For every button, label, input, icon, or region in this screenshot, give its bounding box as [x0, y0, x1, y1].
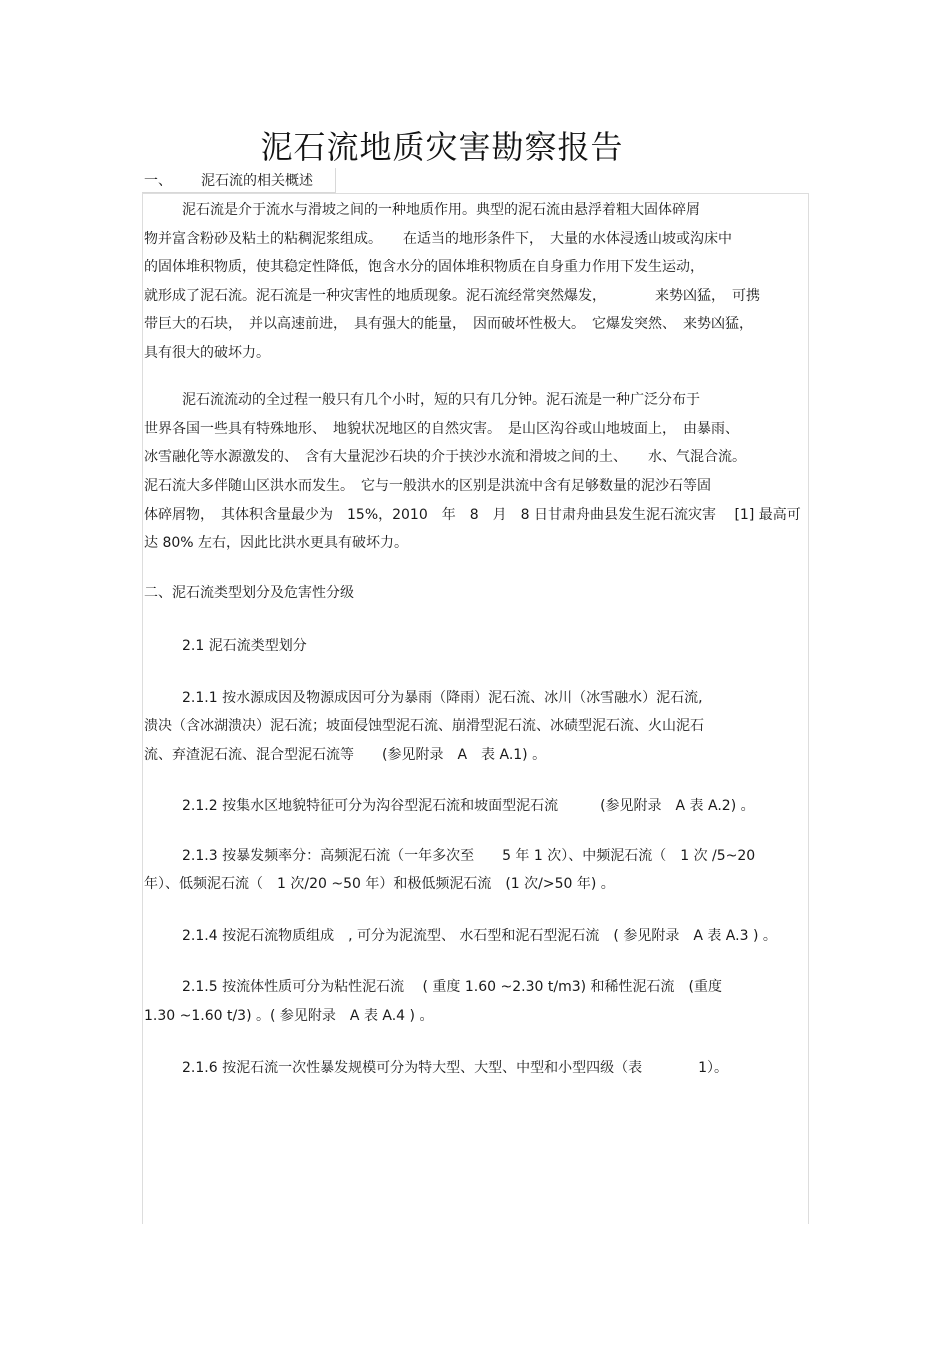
para-1-line: 的固体堆积物质，使其稳定性降低，饱含水分的固体堆积物质在自身重力作用下发生运动， [144, 259, 704, 275]
para-2-line: 世界各国一些具有特殊地形、 地貌状况地区的自然灾害。 是山区沟谷或山地坡面上， 由暴雨、 [144, 421, 739, 437]
para-1-line: 带巨大的石块， 并以高速前进， 具有强大的能量， 因而破坏性极大。 它爆发突然、 来势凶猛， [144, 316, 753, 332]
item-2-1-1-line: 2.1.1 按水源成因及物源成因可分为暴雨（降雨）泥石流、冰川（冰雪融水）泥石流, [182, 690, 703, 706]
para-2-line: 泥石流大多伴随山区洪水而发生。 它与一般洪水的区别是洪流中含有足够数量的泥沙石等固 [144, 478, 711, 494]
para-1-line: 就形成了泥石流。泥石流是一种灾害性的地质现象。泥石流经常突然爆发， 来势凶猛， 可携 [144, 288, 760, 304]
item-2-1-1-line: 溃决（含冰湖溃决）泥石流；坡面侵蚀型泥石流、崩滑型泥石流、冰碛型泥石流、火山泥石 [144, 718, 704, 734]
item-2-1-5-line: 2.1.5 按流体性质可分为粘性泥石流 ( 重度 1.60 ~2.30 t/m3) 和稀性泥石流 (重度 [182, 979, 722, 995]
para-1-line: 物并富含粉砂及粘土的粘稠泥浆组成。 在适当的地形条件下， 大量的水体浸透山坡或沟床中 [144, 231, 732, 247]
item-2-1-3-line: 2.1.3 按暴发频率分：高频泥石流（一年多次至 5 年 1 次）、中频泥石流（ 1 次 /5~20 [182, 848, 756, 864]
para-1-line: 泥石流是介于流水与滑坡之间的一种地质作用。典型的泥石流由悬浮着粗大固体碎屑 [182, 202, 700, 218]
para-2-line: 体碎屑物， 其体积含量最少为 15%，2010 年 8 月 8 日甘肃舟曲县发生泥石流灾害 [1] 最高可 [144, 507, 801, 523]
para-2-line: 冰雪融化等水源激发的、 含有大量泥沙石块的介于挟沙水流和滑坡之间的土、 水、气混合流。 [144, 449, 746, 465]
para-2-line: 达 80% 左右，因此比洪水更具有破坏力。 [144, 535, 409, 551]
item-2-1-2: 2.1.2 按集水区地貌特征可分为沟谷型泥石流和坡面型泥石流 (参见附录 A 表 A.2) 。 [182, 798, 755, 814]
section-2-heading: 二、泥石流类型划分及危害性分级 [144, 585, 354, 601]
subsection-2-1-heading: 2.1 泥石流类型划分 [182, 638, 307, 654]
item-2-1-1-line: 流、弃渣泥石流、混合型泥石流等 (参见附录 A 表 A.1) 。 [144, 747, 547, 763]
section-1-number: 一、 [144, 173, 172, 189]
item-2-1-5-line: 1.30 ~1.60 t/3) 。( 参见附录 A 表 A.4 ) 。 [144, 1008, 434, 1024]
item-2-1-4: 2.1.4 按泥石流物质组成 , 可分为泥流型、 水石型和泥石型泥石流 ( 参见附录 A 表 A.3 ) 。 [182, 928, 777, 944]
document-title: 泥石流地质灾害勘察报告 [260, 128, 624, 166]
para-2-line: 泥石流流动的全过程一般只有几个小时，短的只有几分钟。泥石流是一种广泛分布于 [182, 392, 700, 408]
section-1-heading [144, 170, 313, 190]
item-2-1-3-line: 年）、低频泥石流（ 1 次/20 ~50 年）和极低频泥石流 (1 次/>50 年) 。 [144, 876, 615, 892]
section-1-title: 泥石流的相关概述 [201, 173, 313, 189]
para-1-line: 具有很大的破坏力。 [144, 345, 270, 361]
item-2-1-6: 2.1.6 按泥石流一次性暴发规模可分为特大型、大型、中型和小型四级（表 1）。 [182, 1060, 728, 1076]
